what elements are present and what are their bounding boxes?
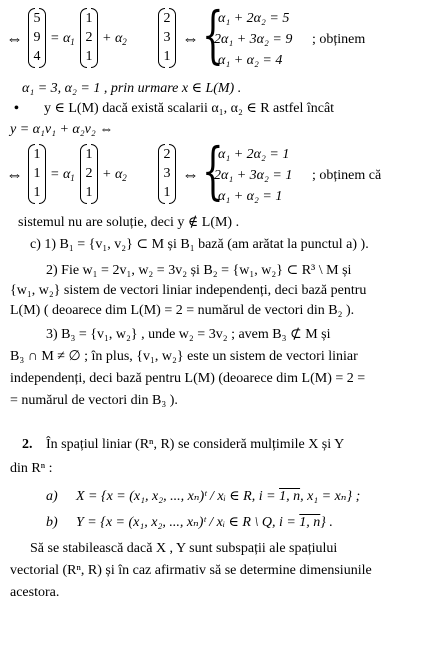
part-c2-line: L(M) ( deoarece dim L(M) = 2 = numărul de vectori din B₂ ). xyxy=(10,303,355,318)
equivalence-arrow: ⇔ xyxy=(6,29,23,48)
equals-alpha: = $\alpha_1$ xyxy=(50,167,75,183)
column-vector-v1 xyxy=(80,144,98,204)
column-vector-v2 xyxy=(158,8,176,68)
obtinem-text: ; obținem xyxy=(312,32,366,47)
bullet-text: y ∈ L(M) dacă există scalarii α₁, α₂ ∈ R astfel încât xyxy=(44,101,335,116)
part-c3-line: = numărul de vectori din B₃ ). xyxy=(10,393,178,408)
vector-entry: 1 xyxy=(85,11,93,26)
system-equation: α₁ + 2α₂ = 1 xyxy=(218,147,290,162)
vector-entry: 3 xyxy=(163,166,171,181)
system-equation: α₁ + 2α₂ = 5 xyxy=(218,11,290,26)
problem-statement: În spațiul liniar (Rⁿ, R) se consideră mulțimile X și Y xyxy=(46,437,345,452)
column-vector-v1 xyxy=(80,8,98,68)
final-question: acestora. xyxy=(10,585,60,600)
equivalence-arrow: ⇔ xyxy=(182,165,199,184)
part-c3-line: independenți, deci bază pentru L(M) (deoarece dim L(M) = 2 = xyxy=(10,371,366,386)
equivalence-arrow: ⇔ xyxy=(6,165,23,184)
final-question: vectorial (Rⁿ, R) și în caz afirmativ să se determine dimensiunile xyxy=(10,563,372,578)
system-equation: α₁ + α₂ = 4 xyxy=(218,53,283,68)
vector-entry: 2 xyxy=(163,11,171,26)
vector-entry: 4 xyxy=(33,49,41,64)
vector-entry: 1 xyxy=(85,185,93,200)
vector-entry: 1 xyxy=(85,147,93,162)
vector-entry: 3 xyxy=(163,30,171,45)
vector-entry: 1 xyxy=(85,49,93,64)
plus-alpha: + $\alpha_2$ xyxy=(102,167,127,183)
part-c3-line: 3) B₃ = {v₁, w₂} , unde w₂ = 3v₂ ; avem B₃ ⊄ M și xyxy=(46,327,331,342)
final-question: Să se stabilească dacă X , Y sunt subspații ale spațiului xyxy=(30,541,338,556)
obtinem-text: ; obținem că xyxy=(312,168,382,183)
vector-entry: 1 xyxy=(163,185,171,200)
vector-entry: 9 xyxy=(33,30,41,45)
system-brace: { xyxy=(202,134,224,207)
vector-entry: 1 xyxy=(33,166,41,181)
column-vector-x xyxy=(28,8,46,68)
bullet-icon: • xyxy=(14,101,19,116)
item-b-label: b) xyxy=(46,515,58,530)
vector-entry: 1 xyxy=(33,147,41,162)
system-equation: α₁ + α₂ = 1 xyxy=(218,189,283,204)
vector-entry: 5 xyxy=(33,11,41,26)
equivalence-arrow: ⇔ xyxy=(182,29,199,48)
vector-entry: 2 xyxy=(85,30,93,45)
linear-combination-line: y = α₁v₁ + α₂v₂ ⇔ xyxy=(10,122,114,137)
plus-alpha: + $\alpha_2$ xyxy=(102,31,127,47)
set-y-definition: Y = {x = (x₁, x₂, ..., xₙ)ᵗ / xᵢ ∈ R \ Q, i = 1, n} . xyxy=(76,515,333,530)
vector-entry: 1 xyxy=(33,185,41,200)
system-brace: { xyxy=(202,0,224,71)
problem-number: 2. xyxy=(22,437,33,452)
part-c1-line: c) 1) B₁ = {v₁, v₂} ⊂ M și B₁ bază (am arătat la punctul a) ). xyxy=(30,237,369,252)
item-a-label: a) xyxy=(46,489,58,504)
part-c2-line: 2) Fie w₁ = 2v₁, w₂ = 3v₂ și B₂ = {w₁, w₂} ⊂ R³ \ M și xyxy=(46,263,352,278)
column-vector-y xyxy=(28,144,46,204)
vector-entry: 2 xyxy=(163,147,171,162)
system-equation: 2α₁ + 3α₂ = 9 xyxy=(214,32,293,47)
part-c3-line: B₃ ∩ M ≠ ∅ ; în plus, {v₁, w₂} este un sistem de vectori liniar xyxy=(10,349,358,364)
column-vector-v2 xyxy=(158,144,176,204)
problem-statement: din Rⁿ : xyxy=(10,461,53,476)
vector-entry: 1 xyxy=(163,49,171,64)
set-x-definition: X = {x = (x₁, x₂, ..., xₙ)ᵗ / xᵢ ∈ R, i = 1, n, x₁ = xₙ} ; xyxy=(76,489,361,504)
part-c2-line: {w₁, w₂} sistem de vectori liniar independenți, deci bază pentru xyxy=(10,283,367,298)
alpha-values-line: α₁ = 3, α₂ = 1 , prin urmare x ∈ L(M) . xyxy=(22,81,242,96)
no-solution-line: sistemul nu are soluție, deci y ∉ L(M) . xyxy=(18,215,240,230)
vector-entry: 2 xyxy=(85,166,93,181)
equals-alpha: = $\alpha_1$ xyxy=(50,31,75,47)
system-equation: 2α₁ + 3α₂ = 1 xyxy=(214,168,293,183)
